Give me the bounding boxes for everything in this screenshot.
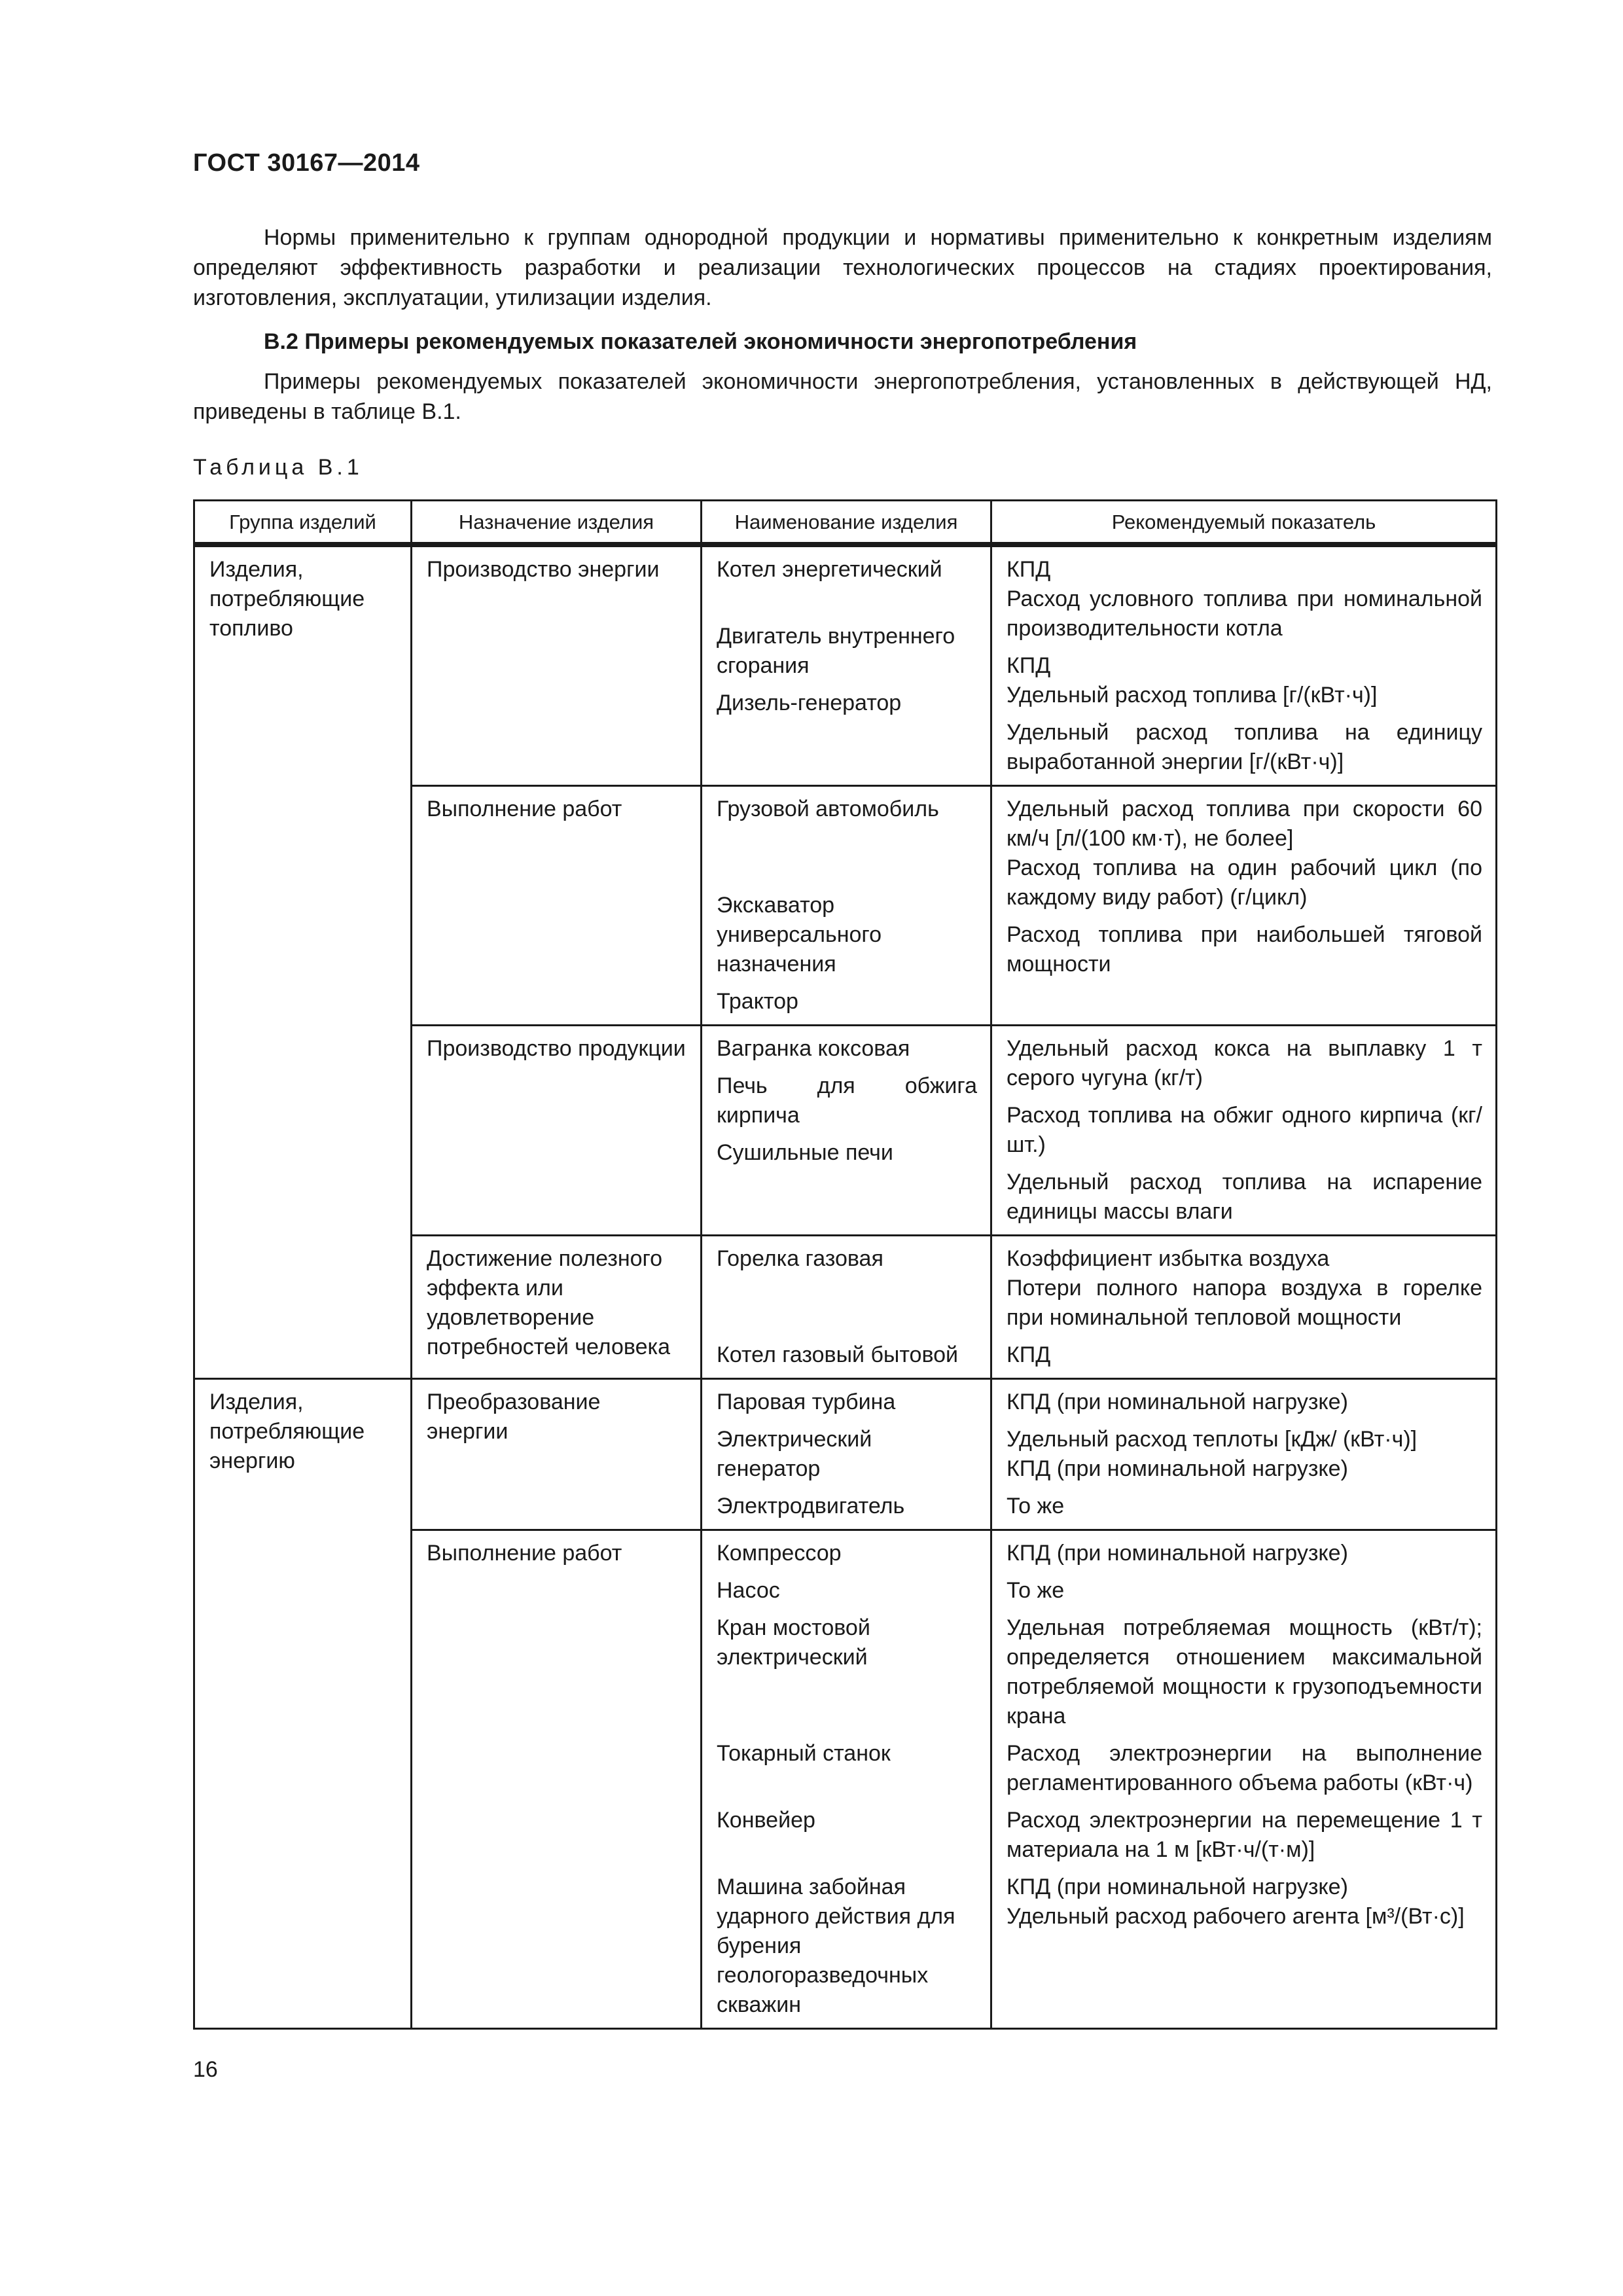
product-entry: Горелка газовая bbox=[717, 1246, 883, 1271]
table-row bbox=[194, 545, 1497, 786]
indicator-entry: Расход топлива на обжиг одного кирпича (кг/шт.) bbox=[1007, 1103, 1482, 1157]
indicator-entry: Расход топлива при наибольшей тяговой мощности bbox=[1007, 922, 1482, 977]
intro-paragraph: Нормы применительно к группам однородной продукции и нормативы применительно к конкретным изделиям определяют эффективность разработки и реализации технологических процессов на стадиях проектирования, изготовления, эксплуатации, утилизации изделия. bbox=[193, 225, 1492, 310]
purpose-cell: Производство продукции bbox=[412, 1026, 702, 1236]
product-entry: Дизель-генератор bbox=[717, 691, 902, 715]
document-code: ГОСТ 30167—2014 bbox=[193, 149, 420, 177]
indicator-entry: КПД (при номинальной нагрузке) bbox=[1007, 1390, 1348, 1414]
product-entry: Паровая турбина bbox=[717, 1390, 896, 1414]
indicator-cell bbox=[991, 1379, 1497, 1530]
product-cell bbox=[702, 1026, 991, 1236]
product-cell bbox=[702, 786, 991, 1026]
product-entry: Трактор bbox=[717, 989, 798, 1014]
product-cell bbox=[702, 1236, 991, 1379]
product-entry: Котел газовый бытовой bbox=[717, 1342, 959, 1367]
indicator-entry: КПД Удельный расход топлива [г/(кВт·ч)] bbox=[1007, 653, 1378, 708]
product-entry: Токарный станок bbox=[717, 1741, 891, 1766]
indicator-entry: Удельный расход кокса на выплавку 1 т серого чугуна (кг/т) bbox=[1007, 1036, 1482, 1090]
header-cell-indicator: Рекомендуемый показатель bbox=[991, 501, 1497, 545]
product-cell bbox=[702, 545, 991, 786]
indicator-cell bbox=[991, 545, 1497, 786]
product-entry: Электрический генератор bbox=[717, 1427, 872, 1481]
indicator-entry: Расход электроэнергии на перемещение 1 т материала на 1 м [кВт·ч/(т·м)] bbox=[1007, 1808, 1482, 1862]
indicator-cell bbox=[991, 786, 1497, 1026]
indicator-entry: Коэффициент избытка воздуха Потери полного напора воздуха в горелке при номинальной тепловой мощности bbox=[1007, 1246, 1482, 1330]
purpose-cell: Выполнение работ bbox=[412, 786, 702, 1026]
purpose-cell: Выполнение работ bbox=[412, 1530, 702, 2029]
indicator-entry: КПД (при номинальной нагрузке) bbox=[1007, 1541, 1348, 1566]
indicator-entry: Расход электроэнергии на выполнение регламентированного объема работы (кВт·ч) bbox=[1007, 1741, 1482, 1795]
indicator-entry: Удельная потребляемая мощность (кВт/т); определяется отношением максимальной потребляемой мощности к грузоподъемности крана bbox=[1007, 1615, 1482, 1729]
indicator-cell bbox=[991, 1026, 1497, 1236]
purpose-cell: Достижение полезного эффекта или удовлетворение потребностей человека bbox=[412, 1236, 702, 1379]
indicator-entry: Удельный расход топлива на испарение единицы массы влаги bbox=[1007, 1170, 1482, 1224]
purpose-cell: Производство энергии bbox=[412, 545, 702, 786]
page-number: 16 bbox=[193, 2057, 218, 2082]
group-cell: Изделия, потребляющие энергию bbox=[194, 1379, 412, 2029]
product-entry: Насос bbox=[717, 1578, 780, 1603]
product-entry: Компрессор bbox=[717, 1541, 842, 1566]
indicator-cell bbox=[991, 1530, 1497, 2029]
header-cell-group: Группа изделий bbox=[194, 501, 412, 545]
product-entry: Электродвигатель bbox=[717, 1494, 905, 1518]
product-entry: Печь для обжига кирпича bbox=[717, 1073, 977, 1128]
product-entry: Двигатель внутреннего сгорания bbox=[717, 624, 955, 678]
product-entry: Машина забойная ударного действия для бурения геологоразведочных скважин bbox=[717, 1874, 955, 2017]
product-cell bbox=[702, 1530, 991, 2029]
table-row bbox=[194, 1379, 1497, 1530]
header-cell-product: Наименование изделия bbox=[702, 501, 991, 545]
product-entry: Экскаватор универсального назначения bbox=[717, 893, 882, 977]
indicator-entry: КПД bbox=[1007, 1342, 1051, 1367]
section-heading: В.2 Примеры рекомендуемых показателей экономичности энергопотребления bbox=[264, 329, 1137, 354]
product-entry: Грузовой автомобиль bbox=[717, 797, 939, 821]
table-header-row bbox=[194, 501, 1497, 545]
indicators-table bbox=[193, 499, 1497, 2030]
section-paragraph: Примеры рекомендуемых показателей экономичности энергопотребления, установленных в действующей НД, приведены в таблице В.1. bbox=[193, 369, 1492, 424]
table-caption: Таблица В.1 bbox=[193, 455, 363, 480]
indicator-entry: КПД (при номинальной нагрузке) Удельный расход рабочего агента [м³/(Вт·с)] bbox=[1007, 1874, 1465, 1929]
product-entry: Конвейер bbox=[717, 1808, 815, 1833]
product-entry: Сушильные печи bbox=[717, 1140, 893, 1165]
indicator-entry: Удельный расход теплоты [кДж/ (кВт·ч)] КПД (при номинальной нагрузке) bbox=[1007, 1427, 1418, 1481]
product-entry: Котел энергетический bbox=[717, 557, 942, 582]
product-entry: Вагранка коксовая bbox=[717, 1036, 910, 1061]
purpose-cell: Преобразование энергии bbox=[412, 1379, 702, 1530]
indicator-entry: Удельный расход топлива на единицу выработанной энергии [г/(кВт·ч)] bbox=[1007, 720, 1482, 774]
indicator-cell bbox=[991, 1236, 1497, 1379]
indicator-entry: КПД Расход условного топлива при номинальной производительности котла bbox=[1007, 557, 1482, 641]
group-cell: Изделия, потребляющие топливо bbox=[194, 545, 412, 1379]
product-cell bbox=[702, 1379, 991, 1530]
product-entry: Кран мостовой электрический bbox=[717, 1615, 870, 1670]
indicator-entry: То же bbox=[1007, 1578, 1065, 1603]
indicator-entry: Удельный расход топлива при скорости 60 км/ч [л/(100 км·т), не более] Расход топлива на один рабочий цикл (по каждому виду работ) (г/цикл) bbox=[1007, 797, 1482, 910]
indicator-entry: То же bbox=[1007, 1494, 1065, 1518]
header-cell-purpose: Назначение изделия bbox=[412, 501, 702, 545]
